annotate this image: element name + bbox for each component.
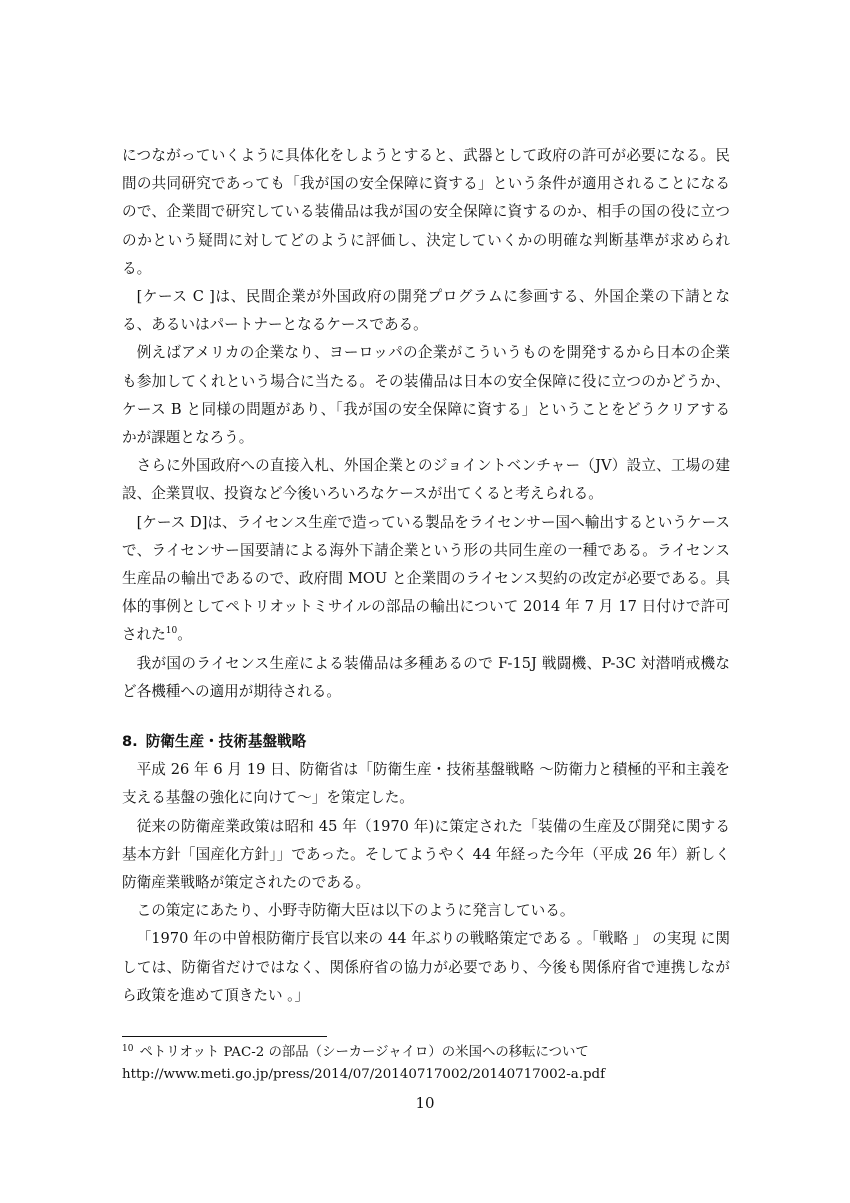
- page-number: 10: [415, 1094, 435, 1112]
- paragraph: この策定にあたり、小野寺防衛大臣は以下のように発言している。: [136, 902, 575, 920]
- paragraph: 例えばアメリカの企業なり、ヨーロッパの企業がこういうものを開発するから日本の企業も参加してくれという場合に当たる。その装備品は日本の安全保障に役に立つのかどうか、ケース B と同様の問題があり、「我が国の安全保障に資する」ということをどうクリアするかが課題となろう。: [122, 344, 730, 447]
- paragraph: さらに外国政府への直接入札、外国企業とのジョイントベンチャー（JV）設立、工場の建設、企業買収、投資など今後いろいろなケースが出てくると考えられる。: [122, 457, 730, 503]
- paragraph: 平成 26 年 6 月 19 日、防衛省は「防衛生産・技術基盤戦略 〜防衛力と積極的平和主義を支える基盤の強化に向けて〜」を策定した。: [122, 761, 730, 807]
- footnote: [122, 1042, 732, 1086]
- paragraph: [ケース C ]は、民間企業が外国政府の開発プログラムに参画する、外国企業の下請となる、あるいはパートナーとなるケースである。: [122, 288, 730, 334]
- section-number: 8.: [122, 733, 138, 751]
- body-text: [122, 142, 730, 1010]
- footnote-text: ペトリオット PAC-2 の部品（シーカージャイロ）の米国への移転について: [139, 1045, 589, 1060]
- paragraph-text: [ケース D]は、ライセンス生産で造っている製品をライセンサー国へ輸出するというケースで、ライセンサー国要請による海外下請企業という形の共同生産の一種である。ライセンス生産品の輸出であるので、政府間 MOU と企業間のライセンス契約の改定が必要である。具体的事例としてペトリオットミサイルの部品の輸出について 2014 年 7 月 17 日付けで許可された: [122, 513, 730, 644]
- section-title: 防衛生産・技術基盤戦略: [145, 733, 307, 751]
- footnote-reference[interactable]: 10: [165, 626, 178, 637]
- footnote-mark: 10: [122, 1043, 134, 1054]
- quote-paragraph: 「1970 年の中曽根防衛庁長官以来の 44 年ぶりの戦略策定である 。「戦略 」 の実現 に関しては、防衛省だけではなく、関係府省の協力が必要であり、今後も関係府省で連携しながら政策を進めて頂きたい 。」: [122, 930, 730, 1004]
- paragraph-end-mark: 。: [177, 626, 192, 644]
- paragraph: につながっていくように具体化をしようとすると、武器として政府の許可が必要になる。民間の共同研究であっても「我が国の安全保障に資する」という条件が適用されることになるので、企業間で研究している装備品は我が国の安全保障に資するのか、相手の国の役に立つのかという疑問に対してどのように評価し、決定していくかの明確な判断基準が求められる。: [122, 147, 730, 277]
- section-heading: [122, 728, 730, 756]
- footnote-url[interactable]: http://www.meti.go.jp/press/2014/07/20140717002/20140717002-a.pdf: [122, 1067, 606, 1082]
- paragraph: 従来の防衛産業政策は昭和 45 年（1970 年)に策定された「装備の生産及び開発に関する基本方針「国産化方針」」であった。そしてようやく 44 年経った今年（平成 26 年）新しく防衛産業戦略が策定されたのである。: [122, 817, 730, 892]
- paragraph: 我が国のライセンス生産による装備品は多種あるので F-15J 戦闘機、P-3C 対潜哨戒機など各機種への適用が期待される。: [122, 654, 730, 700]
- footnote-divider: [122, 1036, 327, 1037]
- paragraph: [122, 509, 730, 650]
